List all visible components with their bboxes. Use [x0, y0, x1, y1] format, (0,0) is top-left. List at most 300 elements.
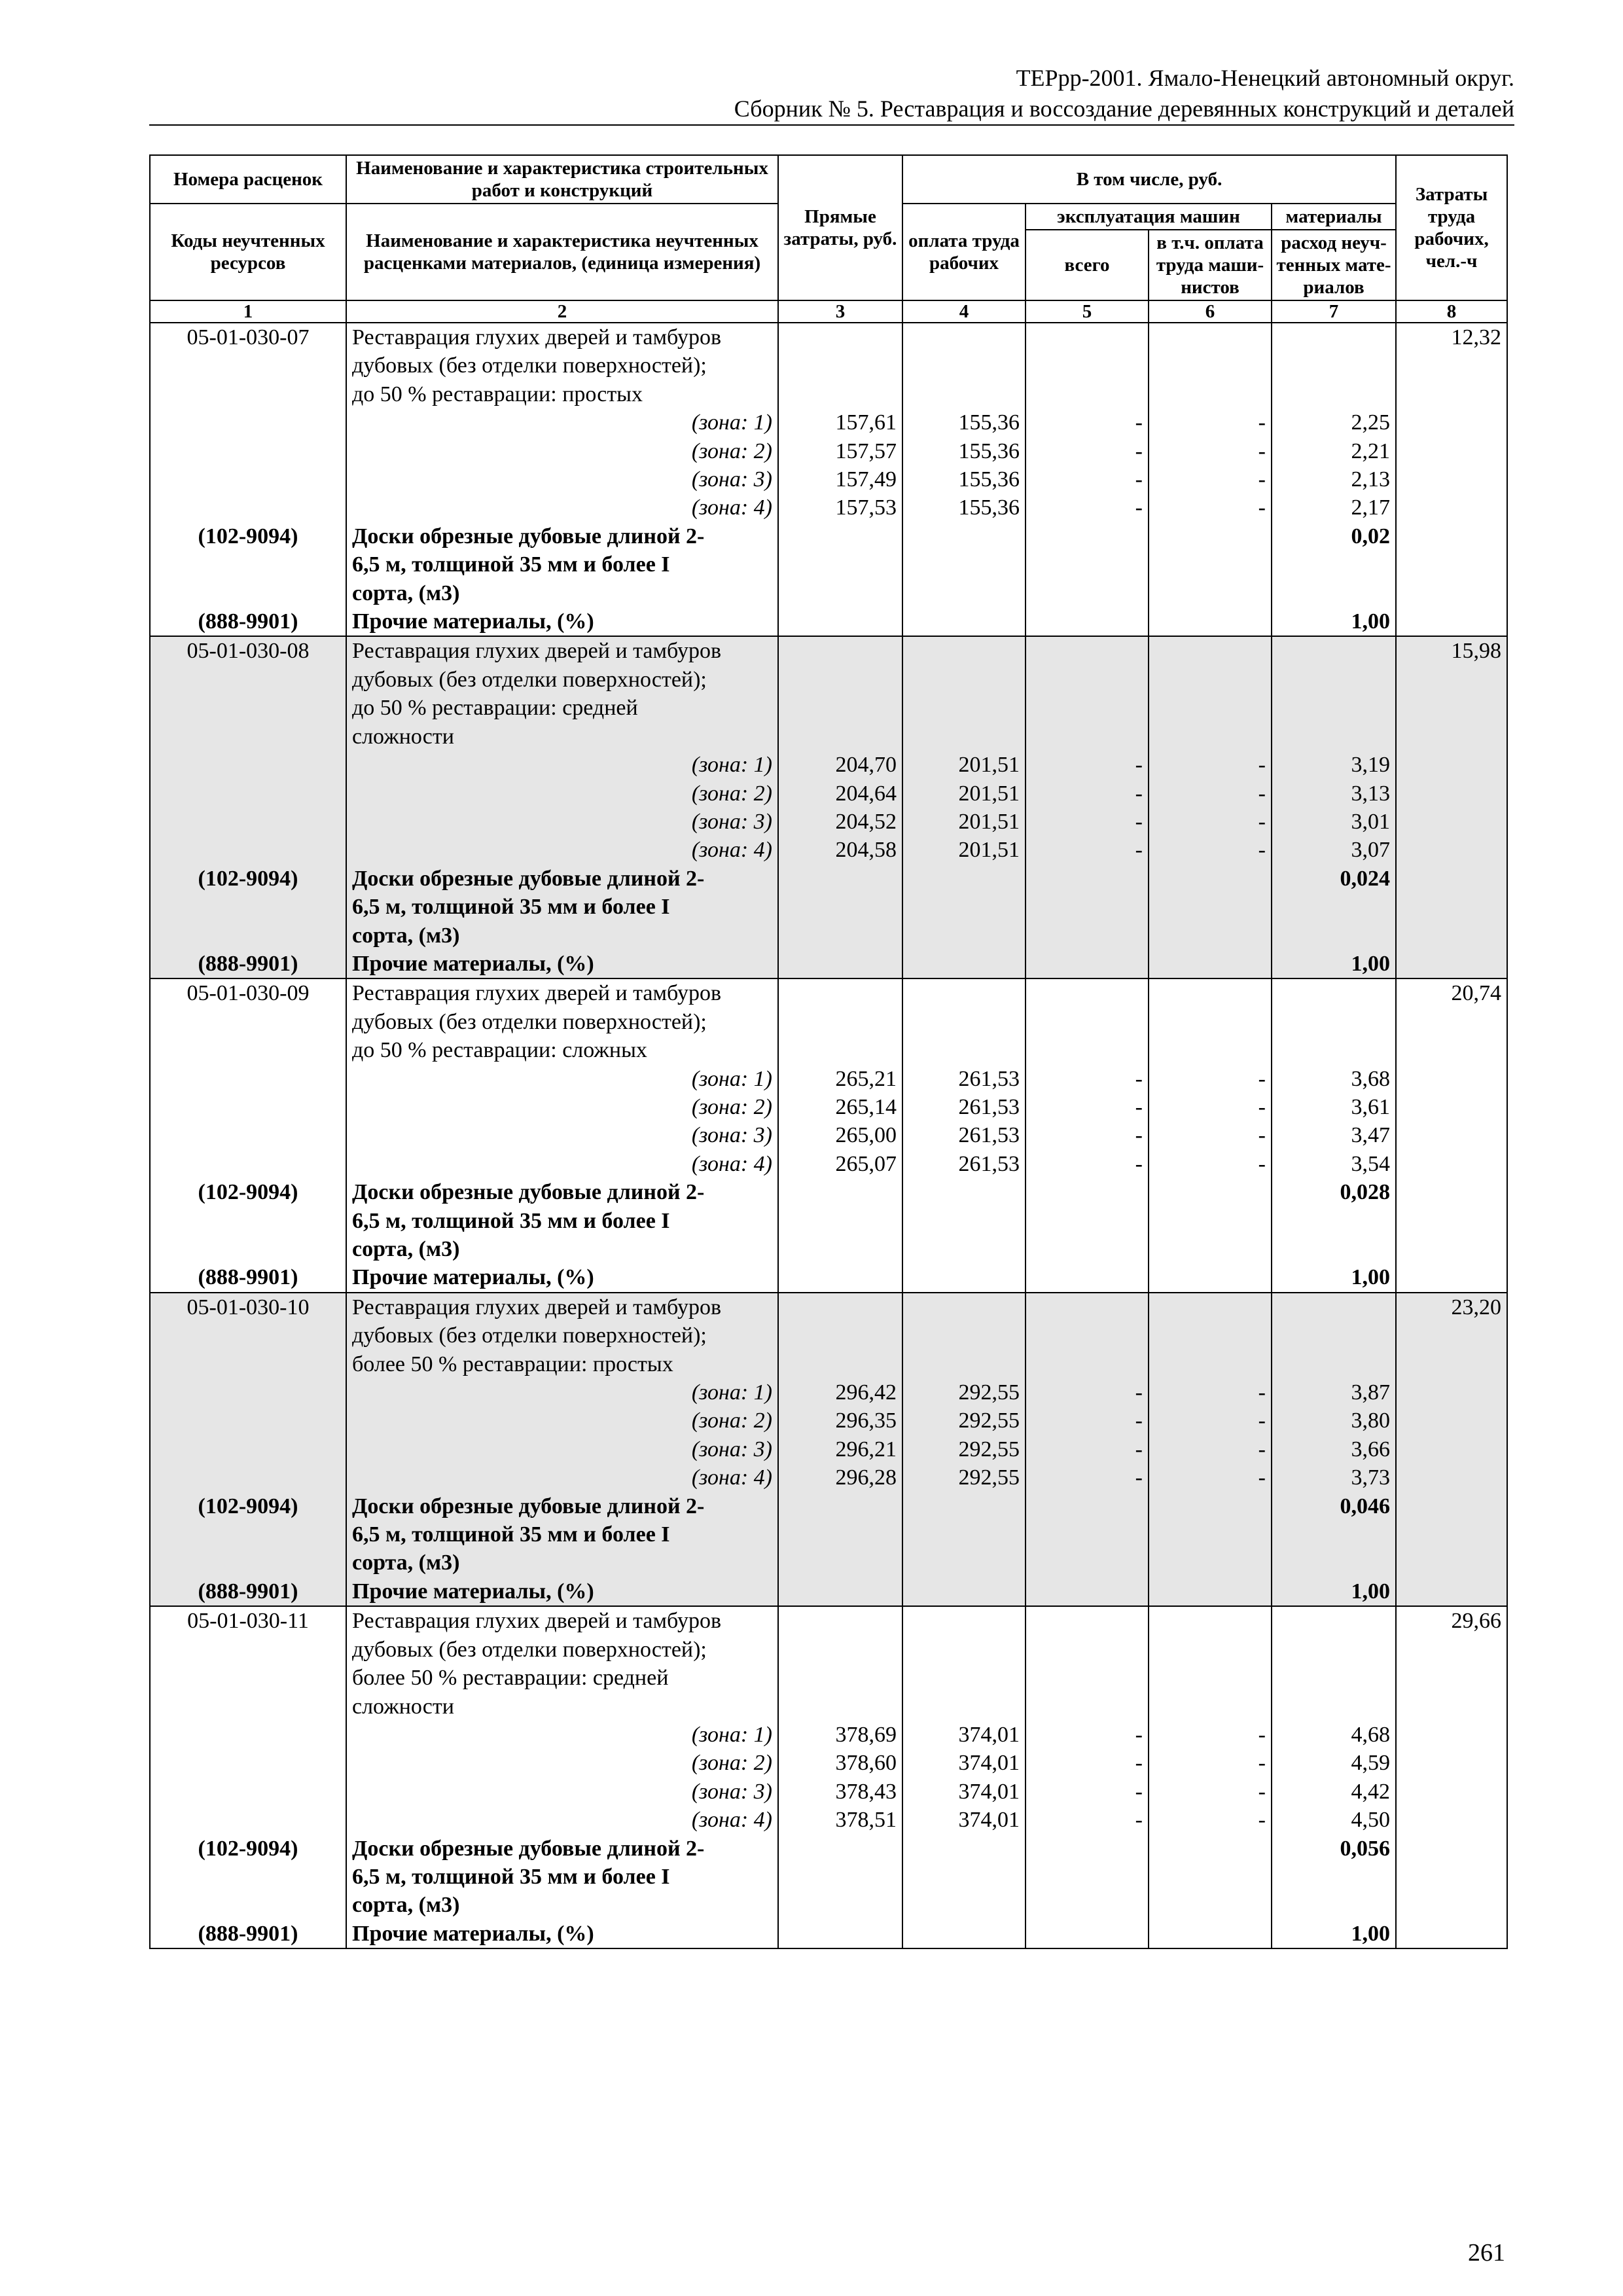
- resource-row: [150, 1863, 1507, 1891]
- empty-cell: [1026, 694, 1149, 722]
- materials-cost: 4,68: [1272, 1721, 1396, 1749]
- work-name-line: более 50 % реставрации: средней: [346, 1664, 778, 1692]
- empty-cell: [778, 1664, 902, 1692]
- labor-cost: 29,66: [1396, 1606, 1507, 1635]
- zone-label: (зона: 2): [346, 1749, 778, 1777]
- empty-cell: [902, 351, 1026, 380]
- direct-cost: 265,00: [778, 1121, 902, 1149]
- rate-code: 05-01-030-09: [150, 978, 346, 1007]
- worker-wages: 261,53: [902, 1065, 1026, 1093]
- empty-cell: [1026, 550, 1149, 579]
- machines-total: -: [1026, 1150, 1149, 1178]
- empty-cell: [902, 323, 1026, 351]
- operator-wages: -: [1149, 493, 1272, 522]
- table-row: [150, 351, 1507, 380]
- empty-cell: [778, 323, 902, 351]
- empty-cell: [778, 1549, 902, 1577]
- empty-cell: [1149, 550, 1272, 579]
- direct-cost: 265,14: [778, 1093, 902, 1121]
- empty-cell: [1272, 1891, 1396, 1919]
- empty-cell: [902, 1636, 1026, 1664]
- empty-cell: [150, 1350, 346, 1378]
- empty-cell: [1026, 1664, 1149, 1692]
- work-name-line: сложности: [346, 1693, 778, 1721]
- zone-row: [150, 1065, 1507, 1093]
- empty-cell: [150, 694, 346, 722]
- empty-cell: [1149, 579, 1272, 607]
- rate-code: 05-01-030-11: [150, 1606, 346, 1635]
- empty-cell: [1396, 1520, 1507, 1549]
- empty-cell: [1272, 1350, 1396, 1378]
- empty-cell: [902, 607, 1026, 636]
- empty-cell: [1396, 808, 1507, 836]
- direct-cost: 378,60: [778, 1749, 902, 1777]
- empty-cell: [778, 1492, 902, 1520]
- empty-cell: [1149, 636, 1272, 665]
- empty-cell: [1026, 922, 1149, 950]
- empty-cell: [150, 808, 346, 836]
- empty-cell: [1396, 666, 1507, 694]
- empty-cell: [902, 893, 1026, 921]
- empty-cell: [1026, 1207, 1149, 1235]
- direct-cost: 378,43: [778, 1778, 902, 1806]
- empty-cell: [1272, 723, 1396, 751]
- empty-cell: [1396, 1178, 1507, 1206]
- resource-row: [150, 550, 1507, 579]
- materials-cost: 3,01: [1272, 808, 1396, 836]
- empty-cell: [1272, 893, 1396, 921]
- empty-cell: [1396, 780, 1507, 808]
- resource-name-line: 6,5 м, толщиной 35 мм и более I: [346, 1520, 778, 1549]
- empty-cell: [1272, 1293, 1396, 1321]
- empty-cell: [1396, 1407, 1507, 1435]
- empty-cell: [1149, 323, 1272, 351]
- empty-cell: [778, 1350, 902, 1378]
- empty-cell: [1026, 1492, 1149, 1520]
- direct-cost: 378,51: [778, 1806, 902, 1834]
- table-row: [150, 1664, 1507, 1692]
- zone-label: (зона: 1): [346, 1721, 778, 1749]
- resource-row: [150, 950, 1507, 978]
- materials-cost: 2,17: [1272, 493, 1396, 522]
- empty-cell: [1026, 380, 1149, 408]
- empty-cell: [1272, 351, 1396, 380]
- direct-cost: 204,58: [778, 836, 902, 864]
- empty-cell: [1149, 1863, 1272, 1891]
- header-work-name: Наименование и характеристика строительных работ и конструкций: [346, 155, 778, 204]
- empty-cell: [1272, 550, 1396, 579]
- empty-cell: [778, 1178, 902, 1206]
- empty-cell: [1149, 1263, 1272, 1292]
- empty-cell: [1396, 1778, 1507, 1806]
- direct-cost: 204,52: [778, 808, 902, 836]
- resource-name-line: сорта, (м3): [346, 922, 778, 950]
- operator-wages: -: [1149, 465, 1272, 493]
- worker-wages: 374,01: [902, 1806, 1026, 1834]
- empty-cell: [1149, 1178, 1272, 1206]
- empty-cell: [1149, 723, 1272, 751]
- header-machines: эксплуатация машин: [1026, 204, 1272, 230]
- empty-cell: [1149, 950, 1272, 978]
- resource-consumption: 0,028: [1272, 1178, 1396, 1206]
- empty-cell: [150, 1636, 346, 1664]
- work-name-line: до 50 % реставрации: средней: [346, 694, 778, 722]
- empty-cell: [778, 694, 902, 722]
- labor-cost: 23,20: [1396, 1293, 1507, 1321]
- empty-cell: [778, 1520, 902, 1549]
- empty-cell: [902, 1293, 1026, 1321]
- work-name-line: Реставрация глухих дверей и тамбуров: [346, 978, 778, 1007]
- empty-cell: [150, 836, 346, 864]
- empty-cell: [1026, 1350, 1149, 1378]
- empty-cell: [1272, 1008, 1396, 1036]
- resource-name-line: 6,5 м, толщиной 35 мм и более I: [346, 1863, 778, 1891]
- materials-cost: 3,61: [1272, 1093, 1396, 1121]
- empty-cell: [1396, 465, 1507, 493]
- empty-cell: [1396, 1693, 1507, 1721]
- labor-cost: 20,74: [1396, 978, 1507, 1007]
- empty-cell: [1396, 723, 1507, 751]
- empty-cell: [150, 922, 346, 950]
- empty-cell: [1396, 1492, 1507, 1520]
- empty-cell: [902, 1891, 1026, 1919]
- empty-cell: [1026, 522, 1149, 550]
- empty-cell: [1272, 1520, 1396, 1549]
- table-row: [150, 1693, 1507, 1721]
- empty-cell: [150, 1207, 346, 1235]
- empty-cell: [150, 1150, 346, 1178]
- worker-wages: 292,55: [902, 1378, 1026, 1407]
- materials-cost: 3,54: [1272, 1150, 1396, 1178]
- zone-row: [150, 1121, 1507, 1149]
- empty-cell: [1149, 1350, 1272, 1378]
- resource-name-line: 6,5 м, толщиной 35 мм и более I: [346, 1207, 778, 1235]
- table-row: [150, 666, 1507, 694]
- empty-cell: [778, 351, 902, 380]
- empty-cell: [1026, 1263, 1149, 1292]
- empty-cell: [150, 751, 346, 779]
- header-machines-total: всего: [1026, 230, 1149, 300]
- resource-name-line: сорта, (м3): [346, 579, 778, 607]
- materials-cost: 3,68: [1272, 1065, 1396, 1093]
- operator-wages: -: [1149, 808, 1272, 836]
- empty-cell: [902, 1577, 1026, 1606]
- resource-row: [150, 1549, 1507, 1577]
- operator-wages: -: [1149, 1121, 1272, 1149]
- empty-cell: [1026, 323, 1149, 351]
- table-header: [150, 155, 1507, 323]
- empty-cell: [150, 1463, 346, 1492]
- empty-cell: [1396, 1891, 1507, 1919]
- empty-cell: [778, 950, 902, 978]
- empty-cell: [150, 1863, 346, 1891]
- column-number: 3: [778, 300, 902, 323]
- table-row: [150, 1036, 1507, 1064]
- column-number: 7: [1272, 300, 1396, 323]
- resource-name-line: Прочие материалы, (%): [346, 1263, 778, 1292]
- zone-label: (зона: 3): [346, 1121, 778, 1149]
- zone-label: (зона: 2): [346, 1407, 778, 1435]
- empty-cell: [1149, 922, 1272, 950]
- empty-cell: [1026, 1891, 1149, 1919]
- worker-wages: 374,01: [902, 1778, 1026, 1806]
- empty-cell: [1149, 1891, 1272, 1919]
- empty-cell: [778, 1293, 902, 1321]
- empty-cell: [1149, 1207, 1272, 1235]
- empty-cell: [902, 1520, 1026, 1549]
- work-name-line: Реставрация глухих дверей и тамбуров: [346, 1293, 778, 1321]
- operator-wages: -: [1149, 1378, 1272, 1407]
- work-name-line: Реставрация глухих дверей и тамбуров: [346, 1606, 778, 1635]
- zone-row: [150, 808, 1507, 836]
- empty-cell: [150, 1093, 346, 1121]
- materials-cost: 3,80: [1272, 1407, 1396, 1435]
- direct-cost: 204,70: [778, 751, 902, 779]
- empty-cell: [1026, 1549, 1149, 1577]
- resource-name-line: Доски обрезные дубовые длиной 2-: [346, 865, 778, 893]
- column-number: 1: [150, 300, 346, 323]
- empty-cell: [1396, 522, 1507, 550]
- header-including: В том числе, руб.: [902, 155, 1396, 204]
- operator-wages: -: [1149, 1749, 1272, 1777]
- direct-cost: 265,21: [778, 1065, 902, 1093]
- empty-cell: [1149, 1492, 1272, 1520]
- zone-label: (зона: 4): [346, 493, 778, 522]
- resource-row: [150, 865, 1507, 893]
- page-header: [149, 63, 1514, 126]
- resource-name-line: 6,5 м, толщиной 35 мм и более I: [346, 893, 778, 921]
- empty-cell: [902, 1036, 1026, 1064]
- empty-cell: [902, 1920, 1026, 1948]
- worker-wages: 374,01: [902, 1749, 1026, 1777]
- resource-row: [150, 522, 1507, 550]
- empty-cell: [778, 893, 902, 921]
- resource-name-line: Прочие материалы, (%): [346, 607, 778, 636]
- resource-name-line: Прочие материалы, (%): [346, 1920, 778, 1948]
- empty-cell: [150, 1008, 346, 1036]
- empty-cell: [150, 493, 346, 522]
- empty-cell: [778, 1606, 902, 1635]
- empty-cell: [150, 780, 346, 808]
- empty-cell: [778, 1036, 902, 1064]
- empty-cell: [778, 550, 902, 579]
- empty-cell: [1396, 694, 1507, 722]
- empty-cell: [902, 1178, 1026, 1206]
- work-name-line: дубовых (без отделки поверхностей);: [346, 1321, 778, 1350]
- operator-wages: -: [1149, 1093, 1272, 1121]
- materials-cost: 3,07: [1272, 836, 1396, 864]
- empty-cell: [150, 1806, 346, 1834]
- empty-cell: [902, 978, 1026, 1007]
- resource-name-line: Доски обрезные дубовые длиной 2-: [346, 1835, 778, 1863]
- empty-cell: [1026, 950, 1149, 978]
- resource-code: (888-9901): [150, 1920, 346, 1948]
- zone-label: (зона: 2): [346, 437, 778, 465]
- zone-row: [150, 1150, 1507, 1178]
- empty-cell: [1272, 579, 1396, 607]
- empty-cell: [1026, 1835, 1149, 1863]
- resource-consumption: 0,024: [1272, 865, 1396, 893]
- empty-cell: [902, 1606, 1026, 1635]
- resource-row: [150, 1920, 1507, 1948]
- work-name-line: до 50 % реставрации: простых: [346, 380, 778, 408]
- empty-cell: [1396, 1463, 1507, 1492]
- work-name-line: Реставрация глухих дверей и тамбуров: [346, 636, 778, 665]
- zone-row: [150, 1435, 1507, 1463]
- empty-cell: [150, 1664, 346, 1692]
- empty-cell: [1396, 1835, 1507, 1863]
- empty-cell: [1026, 1178, 1149, 1206]
- empty-cell: [1149, 1036, 1272, 1064]
- resource-name-line: Доски обрезные дубовые длиной 2-: [346, 522, 778, 550]
- empty-cell: [1026, 607, 1149, 636]
- empty-cell: [1026, 351, 1149, 380]
- empty-cell: [902, 579, 1026, 607]
- table-row: [150, 1350, 1507, 1378]
- machines-total: -: [1026, 437, 1149, 465]
- machines-total: -: [1026, 1407, 1149, 1435]
- empty-cell: [1396, 1008, 1507, 1036]
- empty-cell: [1396, 351, 1507, 380]
- empty-cell: [150, 351, 346, 380]
- empty-cell: [1396, 1721, 1507, 1749]
- zone-label: (зона: 3): [346, 465, 778, 493]
- empty-cell: [902, 1492, 1026, 1520]
- empty-cell: [150, 1378, 346, 1407]
- operator-wages: -: [1149, 836, 1272, 864]
- empty-cell: [1026, 1636, 1149, 1664]
- empty-cell: [1149, 1520, 1272, 1549]
- worker-wages: 155,36: [902, 437, 1026, 465]
- machines-total: -: [1026, 808, 1149, 836]
- empty-cell: [902, 636, 1026, 665]
- resource-row: [150, 1235, 1507, 1263]
- column-number: 4: [902, 300, 1026, 323]
- empty-cell: [778, 1920, 902, 1948]
- table-row: [150, 1008, 1507, 1036]
- header-material-name: Наименование и характеристика неучтенных расценками материалов, (единица измерения): [346, 204, 778, 300]
- empty-cell: [150, 1520, 346, 1549]
- direct-cost: 296,28: [778, 1463, 902, 1492]
- empty-cell: [1149, 978, 1272, 1007]
- header-unaccounted-materials: расход неуч-тенных мате-риалов: [1272, 230, 1396, 300]
- header-resource-codes: Коды неучтенных ресурсов: [150, 204, 346, 300]
- empty-cell: [1026, 636, 1149, 665]
- rate-code: 05-01-030-08: [150, 636, 346, 665]
- machines-total: -: [1026, 1749, 1149, 1777]
- direct-cost: 157,53: [778, 493, 902, 522]
- table-row: [150, 1321, 1507, 1350]
- empty-cell: [150, 1121, 346, 1149]
- empty-cell: [1026, 1920, 1149, 1948]
- empty-cell: [1026, 1693, 1149, 1721]
- zone-row: [150, 1378, 1507, 1407]
- empty-cell: [1272, 1636, 1396, 1664]
- empty-cell: [1026, 1520, 1149, 1549]
- empty-cell: [1026, 1036, 1149, 1064]
- direct-cost: 296,35: [778, 1407, 902, 1435]
- empty-cell: [1272, 1036, 1396, 1064]
- worker-wages: 201,51: [902, 808, 1026, 836]
- work-name-line: дубовых (без отделки поверхностей);: [346, 666, 778, 694]
- resource-code: (888-9901): [150, 1577, 346, 1606]
- empty-cell: [902, 1235, 1026, 1263]
- machines-total: -: [1026, 1065, 1149, 1093]
- empty-cell: [1149, 1235, 1272, 1263]
- worker-wages: 155,36: [902, 408, 1026, 437]
- resource-consumption: 1,00: [1272, 607, 1396, 636]
- empty-cell: [1396, 1321, 1507, 1350]
- header-materials: материалы: [1272, 204, 1396, 230]
- empty-cell: [778, 723, 902, 751]
- empty-cell: [150, 437, 346, 465]
- empty-cell: [1396, 1065, 1507, 1093]
- operator-wages: -: [1149, 1065, 1272, 1093]
- zone-row: [150, 1407, 1507, 1435]
- resource-name-line: сорта, (м3): [346, 1549, 778, 1577]
- zone-row: [150, 1463, 1507, 1492]
- work-name-line: дубовых (без отделки поверхностей);: [346, 1636, 778, 1664]
- direct-cost: 296,42: [778, 1378, 902, 1407]
- empty-cell: [1026, 1008, 1149, 1036]
- empty-cell: [902, 522, 1026, 550]
- empty-cell: [150, 579, 346, 607]
- resource-consumption: 0,046: [1272, 1492, 1396, 1520]
- rate-group: [150, 978, 1507, 1292]
- rate-group: [150, 636, 1507, 978]
- zone-label: (зона: 4): [346, 1463, 778, 1492]
- machines-total: -: [1026, 1093, 1149, 1121]
- operator-wages: -: [1149, 1463, 1272, 1492]
- empty-cell: [1026, 666, 1149, 694]
- machines-total: -: [1026, 1721, 1149, 1749]
- resource-consumption: 0,02: [1272, 522, 1396, 550]
- empty-cell: [150, 1693, 346, 1721]
- worker-wages: 292,55: [902, 1463, 1026, 1492]
- table-row: [150, 1606, 1507, 1635]
- empty-cell: [1272, 1606, 1396, 1635]
- empty-cell: [1396, 607, 1507, 636]
- empty-cell: [1396, 1863, 1507, 1891]
- empty-cell: [1026, 1321, 1149, 1350]
- rates-table: [149, 154, 1508, 1949]
- empty-cell: [1149, 865, 1272, 893]
- empty-cell: [1149, 694, 1272, 722]
- direct-cost: 296,21: [778, 1435, 902, 1463]
- empty-cell: [150, 1721, 346, 1749]
- resource-code: (102-9094): [150, 522, 346, 550]
- worker-wages: 261,53: [902, 1150, 1026, 1178]
- empty-cell: [1396, 437, 1507, 465]
- worker-wages: 155,36: [902, 493, 1026, 522]
- operator-wages: -: [1149, 1407, 1272, 1435]
- empty-cell: [150, 1321, 346, 1350]
- empty-cell: [150, 1778, 346, 1806]
- machines-total: -: [1026, 493, 1149, 522]
- empty-cell: [778, 1636, 902, 1664]
- zone-row: [150, 780, 1507, 808]
- empty-cell: [1396, 550, 1507, 579]
- direct-cost: 265,07: [778, 1150, 902, 1178]
- empty-cell: [902, 1693, 1026, 1721]
- empty-cell: [1396, 1350, 1507, 1378]
- empty-cell: [1272, 694, 1396, 722]
- column-number: 6: [1149, 300, 1272, 323]
- empty-cell: [1272, 1863, 1396, 1891]
- resource-code: (102-9094): [150, 1835, 346, 1863]
- empty-cell: [1149, 380, 1272, 408]
- resource-name-line: 6,5 м, толщиной 35 мм и более I: [346, 550, 778, 579]
